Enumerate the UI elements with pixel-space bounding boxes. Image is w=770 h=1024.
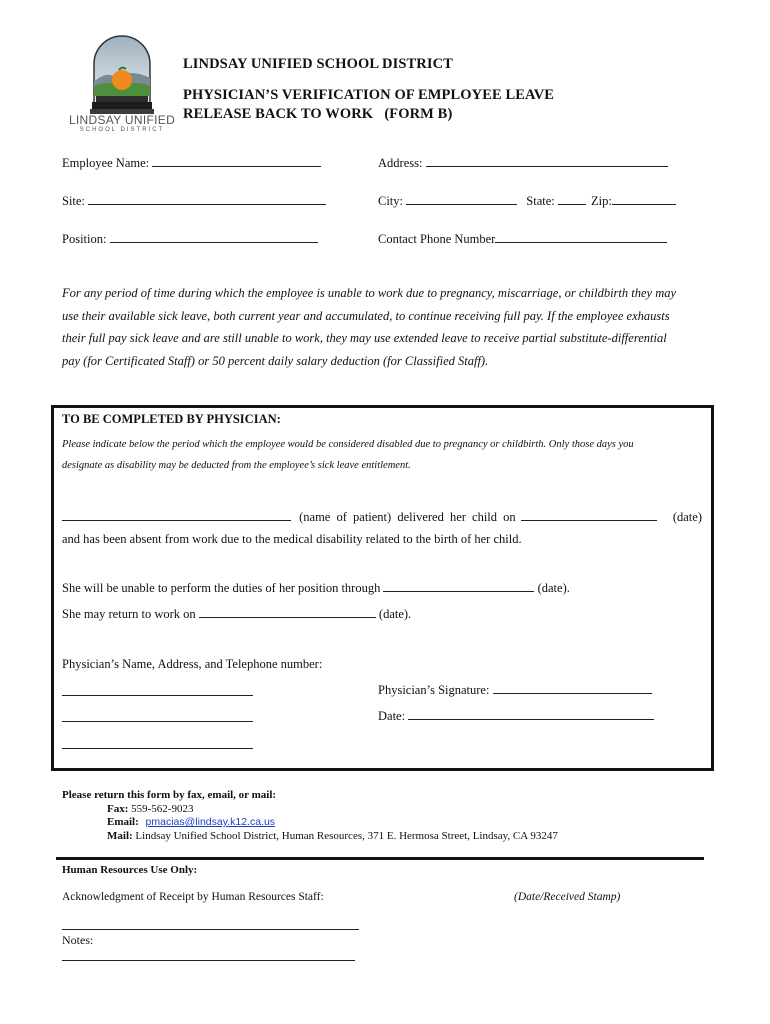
position-line [110, 242, 318, 243]
return-to-work-text: She may return to work on [62, 607, 196, 621]
return-info [62, 789, 558, 843]
zip-label: Zip: [590, 194, 612, 208]
return-info-heading: Please return this form by fax, email, or mail: [62, 789, 277, 801]
hr-divider [56, 857, 704, 860]
intro-line: For any period of time during which the employee is unable to work due to pregnancy, miscarriage, or childbirth they may [62, 286, 677, 300]
email-link[interactable]: pmacias@lindsay.k12.ca.us [145, 816, 276, 828]
contact-phone-label: Contact Phone Number [378, 232, 496, 246]
mail-value: Lindsay Unified School District, Human Resources, 371 E. Hermosa Street, Lindsay, CA 93247 [135, 829, 558, 842]
city-label: City: [378, 194, 404, 208]
city-field[interactable] [378, 194, 676, 209]
site-line [88, 204, 326, 205]
zip-line [612, 204, 676, 205]
district-title: LINDSAY UNIFIED SCHOOL DISTRICT [183, 56, 453, 72]
city-line [406, 204, 517, 205]
physician-signature-label: Physician’s Signature: [378, 683, 490, 697]
intro-line: their full pay sick leave and are still unable to work, they may use extended leave to receive partial substitute-differential [62, 331, 667, 346]
patient-name-line[interactable] [62, 520, 291, 521]
physician-heading: TO BE COMPLETED BY PHYSICIAN: [62, 412, 281, 426]
delivery-date-label: (date) [672, 510, 702, 524]
fax-value: 559-562-9023 [131, 802, 194, 815]
instruction-line: designate as disability may be deducted from the employee’s sick leave entitlement. [62, 460, 411, 471]
physician-date-label: Date: [378, 709, 406, 723]
email-row [62, 816, 558, 830]
district-logo [66, 34, 178, 134]
unable-through-row [62, 581, 570, 596]
instruction-line: Please indicate below the period which the employee would be considered disabled due to pregnancy or childbirth. Only those days you [62, 439, 634, 450]
physician-signature-field[interactable] [378, 683, 652, 698]
physician-info-line-2[interactable] [62, 721, 253, 722]
employee-name-label: Employee Name: [62, 156, 150, 170]
return-to-work-date-line[interactable] [199, 617, 376, 618]
email-label: Email: [107, 816, 139, 828]
fax-label: Fax: [107, 802, 129, 815]
state-line [558, 204, 586, 205]
district-logo-icon [66, 34, 178, 116]
contact-phone-field[interactable] [378, 232, 667, 247]
absent-text: and has been absent from work due to the medical disability related to the birth of her child. [62, 532, 522, 546]
unable-through-text: She will be unable to perform the duties of her position through [62, 581, 381, 595]
fax-row [62, 803, 558, 817]
physician-info-line-3[interactable] [62, 748, 253, 749]
physician-instructions [62, 434, 702, 476]
intro-line: use their available sick leave, both current year and accumulated, to continue receiving full pay. If the employee exhausts [62, 308, 670, 323]
hr-notes-line[interactable] [62, 960, 355, 961]
site-field[interactable] [62, 194, 326, 209]
delivery-date-line[interactable] [521, 520, 657, 521]
employee-name-field[interactable] [62, 156, 321, 171]
hr-ack-label: Acknowledgment of Receipt by Human Resources Staff: [62, 891, 324, 903]
intro-line: pay (for Certificated Staff) or 50 percent daily salary deduction (for Classified Staff). [62, 353, 489, 368]
logo-subtitle: SCHOOL DISTRICT [79, 127, 165, 133]
position-field[interactable] [62, 232, 318, 247]
hr-ack-line[interactable] [62, 929, 359, 930]
physician-name-address-label: Physician’s Name, Address, and Telephone number: [62, 657, 323, 671]
hr-heading: Human Resources Use Only: [62, 864, 198, 876]
site-label: Site: [62, 194, 85, 208]
address-label: Address: [378, 156, 423, 170]
patient-delivery-row [62, 510, 702, 525]
intro-paragraph [62, 282, 712, 372]
employee-name-line [152, 166, 321, 167]
form-title-line2: RELEASE BACK TO WORK (FORM B) [183, 106, 453, 122]
mail-label: Mail: [107, 829, 133, 842]
position-label: Position: [62, 232, 107, 246]
contact-phone-line [495, 242, 667, 243]
mail-row [62, 830, 558, 844]
address-field[interactable] [378, 156, 668, 171]
form-title-line1: PHYSICIAN’S VERIFICATION OF EMPLOYEE LEAVE [183, 87, 555, 103]
unable-through-date-line[interactable] [383, 591, 534, 592]
unable-through-date-label: (date). [537, 581, 570, 595]
logo-name: LINDSAY UNIFIED [68, 113, 176, 127]
physician-date-line [408, 719, 654, 720]
physician-signature-line [493, 693, 652, 694]
hr-notes-label: Notes: [62, 933, 94, 947]
address-line [426, 166, 668, 167]
return-to-work-date-label: (date). [378, 607, 412, 621]
physician-info-line-1[interactable] [62, 695, 253, 696]
state-label: State: [526, 194, 555, 208]
physician-date-field[interactable] [378, 709, 654, 724]
return-to-work-row [62, 607, 411, 622]
patient-delivery-text: (name of patient) delivered her child on [299, 510, 516, 524]
hr-stamp-label: (Date/Received Stamp) [514, 891, 621, 903]
